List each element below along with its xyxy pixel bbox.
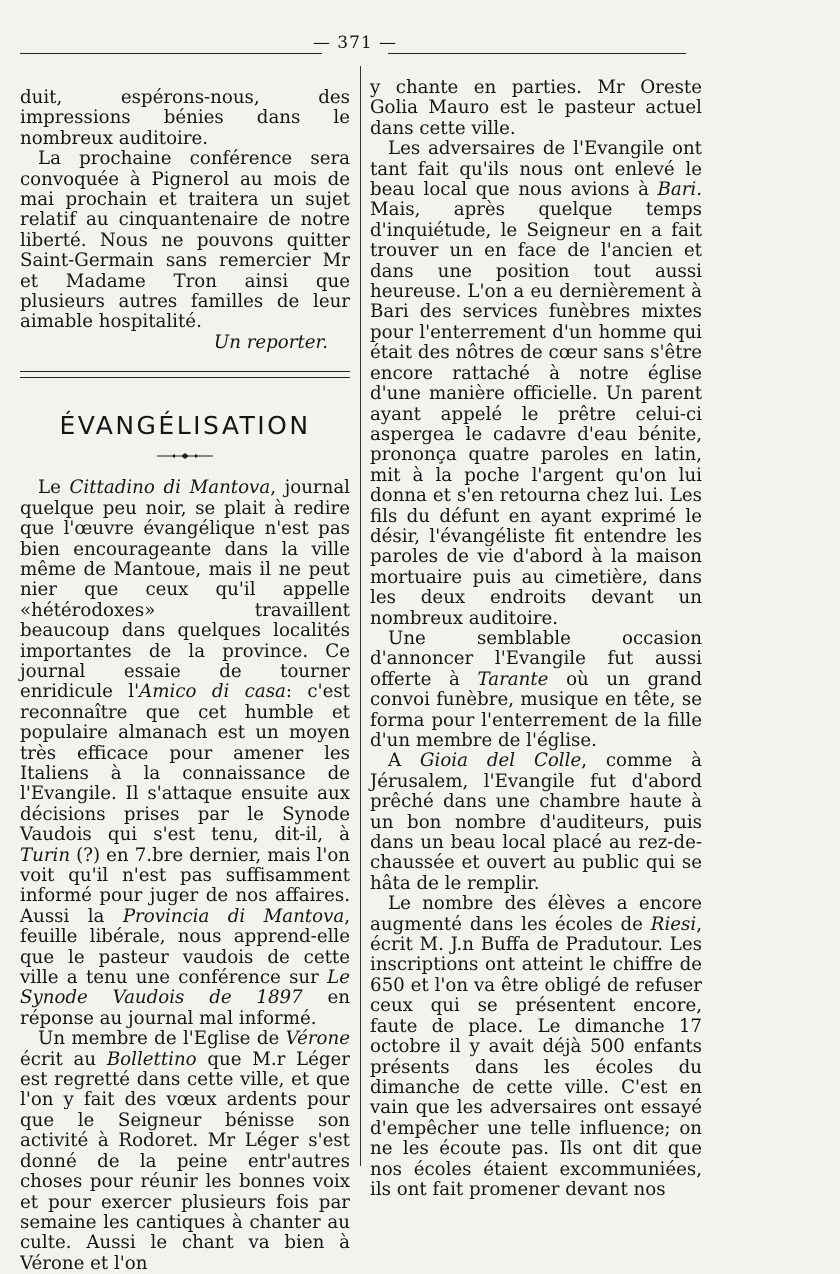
header-rule-left [20, 53, 322, 54]
right-column [370, 78, 702, 1200]
paragraph: Un membre de l'Eglise de Vérone écrit au Bollettino que M.r Léger est regretté dans cette ville, et que l'on y fait des vœux ardents pour que le Seigneur bénisse son activité à Rodoret. Mr Léger s'est donné de la peine entr'autres choses pour réunir les bonnes voix et pour exercer plusieurs fois par semaine les cantiques à chanter au culte. Aussi le chant va bien à Vérone et l'on [20, 1028, 350, 1274]
left-column [20, 88, 350, 1274]
header-rule-right [388, 53, 686, 54]
paragraph: A Gioia del Colle, comme à Jérusalem, l'Evangile fut d'abord prêché dans une chambre haute à un bon nombre d'auditeurs, puis dans un beau local placé au rez-de-chaussée et ouvert au public qui se hâta de le remplir. [370, 750, 702, 894]
paragraph: Une semblable occasion d'annoncer l'Evangile fut aussi offerte à Tarante où un grand convoi funèbre, musique en tête, se forma pour l'enterrement de la fille d'un membre de l'église. [370, 627, 702, 751]
section-title: ÉVANGÉLISATION [59, 411, 311, 441]
paragraph: y chante en parties. Mr Oreste Golia Mauro est le pasteur actuel dans cette ville. [370, 77, 702, 139]
paragraph: Les adversaires de l'Evangile ont tant fait qu'ils nous ont enlevé le beau local que nous avions à Bari. Mais, après quelque temps d'inquiétude, le Seigneur en a fait trouver un en face de l'ancien et dans une position tout aussi heureuse. L'on a eu dernièrement à Bari des services funèbres mixtes pour l'enterrement d'un homme qui était des nôtres de cœur sans s'être encore rattaché à notre église d'une manière officielle. Un parent ayant appelé le prêtre celui-ci aspergea le cadavre d'eau bénite, prononça quatre paroles en latin, mit à la poche l'argent qu'on lui donna et s'en retourna chez lui. Les fils du défunt en ayant exprimé le désir, l'évangéliste fit entendre les paroles de vie d'abord à la maison mortuaire puis au cimetière, dans les deux endroits devant un nombreux auditoire. [370, 138, 702, 629]
paragraph: Le nombre des élèves a encore augmenté dans les écoles de Riesi, écrit M. J.n Buffa de Pradutour. Les inscriptions ont atteint le chiffre de 650 et l'on va être obligé de refuser ceux qui se présentent encore, faute de place. Le dimanche 17 octobre il y avait déjà 500 enfants présents dans les écoles du dimanche de cette ville. C'est en vain que les adversaires ont essayé d'empêcher une telle influence; on ne les écoute pas. Ils ont dit que nos écoles étaient excommuniées, ils ont fait promener devant nos [370, 893, 702, 1200]
page-number: — 371 — [312, 33, 398, 53]
signature: Un reporter. [213, 331, 328, 353]
paragraph: La prochaine conférence sera convoquée à Pignerol au mois de mai prochain et traitera un sujet relatif au cinquantenaire de notre liberté. Nous ne pouvons quitter Saint-Germain sans remercier Mr et Madame Tron ainsi que plusieurs autres familles de leur aimable hospitalité. [20, 148, 350, 333]
ornament-icon [20, 450, 350, 464]
section-separator [20, 371, 350, 378]
column-divider [360, 66, 361, 1166]
paragraph: duit, espérons-nous, des impressions bénies dans le nombreux auditoire. [20, 87, 350, 149]
paragraph: Le Cittadino di Mantova, journal quelque peu noir, se plait à redire que l'œuvre évangélique n'est pas bien encourageante dans la ville même de Mantoue, mais il ne peut nier que ceux qu'il appelle «hétérodoxes» travaillent beaucoup dans quelques localités importantes de la province. Ce journal essaie de tourner enridicule l'Amico di casa: c'est reconnaître que cet humble et populaire almanach est un moyen très efficace pour amener les Italiens à la connaissance de l'Evangile. Il s'attaque ensuite aux décisions prises par le Synode Vaudois qui s'est tenu, dit-il, à Turin (?) en 7.bre dernier, mais l'on voit qu'il n'est pas suffisamment informé pour juger de nos affaires. Aussi la Provincia di Mantova, feuille libérale, nous apprend-elle que le pasteur vaudois de cette ville a tenu une conférence sur Le Synode Vaudois de 1897 en réponse au journal mal informé. [20, 477, 351, 1029]
